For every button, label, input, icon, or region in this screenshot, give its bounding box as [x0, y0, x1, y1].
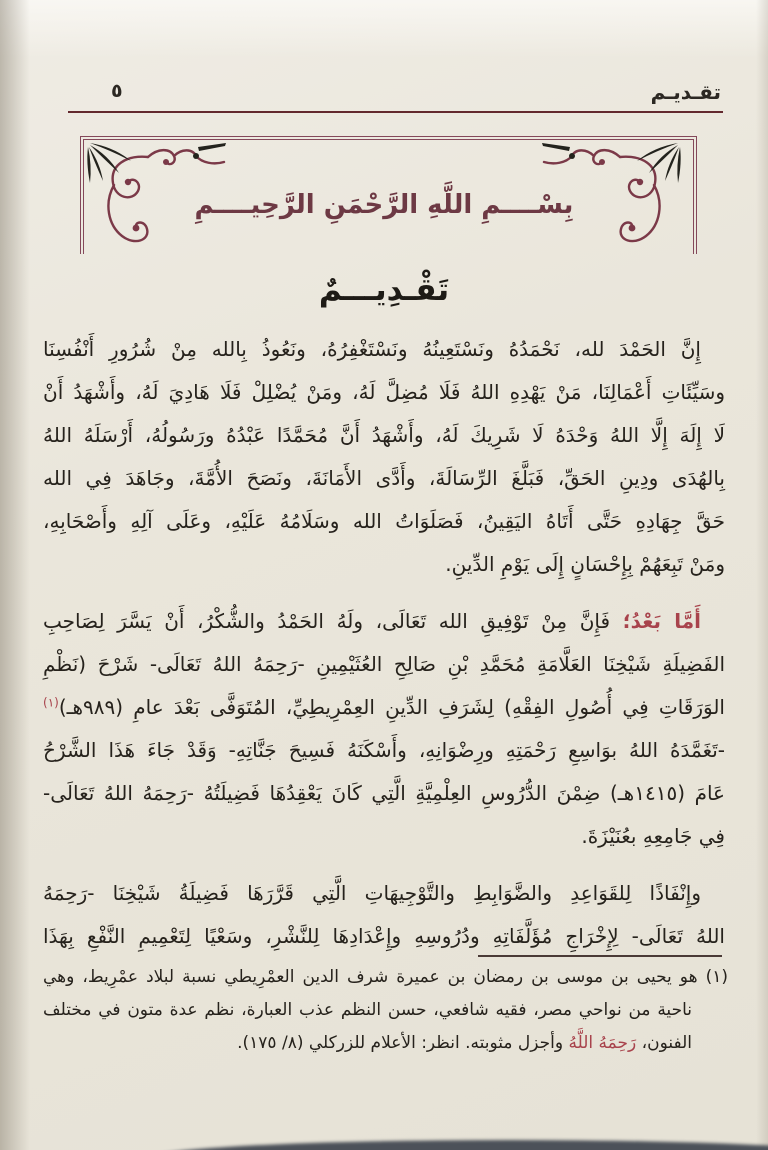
footnote-reference-marker: (١): [43, 695, 59, 710]
page-header: [45, 80, 723, 108]
text-segment: الوَرَقَاتِ فِي أُصُولِ الفِقْهِ) لِشَرَفِ الدِّينِ العِمْرِيطِيِّ، المُتَوَفَّى بَعْدَ عامِ (٩٨٩هـ): [58, 695, 725, 719]
footnote-line: (١) هو يحيى بن موسى بن رمضان بن عميرة شرف الدين العمْرِيطي نسبة لبلاد عمْرِيط، وهي: [43, 967, 728, 987]
running-section-title: تقـديـم: [650, 80, 721, 104]
text-segment: وأجزل مثوبته. انظر: الأعلام للزركلي (٨/ ١٧٥).: [237, 1033, 569, 1053]
header-rule: [68, 111, 723, 113]
left-edge-shadow: [0, 0, 34, 1150]
basmala-calligraphy: بِسْــــمِ اللَّهِ الرَّحْمَنِ الرَّحِيــــمِ: [194, 190, 574, 220]
page-number: ٥: [111, 80, 123, 102]
closing-paragraph: [43, 872, 725, 958]
text-segment: الفنون،: [636, 1033, 692, 1053]
text-line: [43, 686, 725, 729]
text-segment: فَإِنَّ مِنْ تَوْفِيقِ الله تَعَالَى، ولَهُ الحَمْدُ والشُّكْرُ، أَنْ يَسَّرَ لِصَاحِبِ: [43, 609, 623, 633]
intro-paragraph: [43, 328, 725, 586]
text-line: إِنَّ الحَمْدَ لله، نَحْمَدُهُ ونَسْتَعِينُهُ ونَسْتَغْفِرُهُ، ونَعُوذُ بِالله مِنْ شُرُورِ أَنْفُسِنَا: [43, 337, 701, 361]
top-edge-light: [0, 0, 768, 58]
footnote: [43, 961, 728, 1060]
amma-baad-paragraph: [43, 600, 725, 858]
text-line: عَامَ (١٤١٥هـ) ضِمْنَ الدُّرُوسِ العِلْمِيَّةِ الَّتِي كَانَ يَعْقِدُهَا فَضِيلَتُهُ -رَحِمَهُ اللهُ تَعَالَى-: [43, 781, 725, 805]
text-line: وسَيِّئَاتِ أَعْمَالِنَا، مَنْ يَهْدِهِ اللهُ فَلَا مُضِلَّ لَهُ، ومَنْ يُضْلِلْ فَلَا هَادِيَ لَهُ، وأَشْهَدُ أَنْ: [43, 380, 725, 404]
text-line: الفَضِيلَةِ شَيْخِنَا العَلَّامَةِ مُحَمَّدِ بْنِ صَالِحِ العُثَيْمِينِ -رَحِمَهُ اللهُ تَعَالَى- شَرْحَ (نَظْمِ: [43, 652, 725, 676]
text-line: اللهُ تَعَالَى- لِإِخْرَاجِ مُؤَلَّفَاتِهِ ودُرُوسِهِ وإِعْدَادِهَا لِلنَّشْرِ، وسَعْيًا لِتَعْمِيمِ النَّفْعِ بِهَذَا: [43, 924, 725, 948]
footnote-line: [43, 1027, 728, 1060]
amma-baad-lead: أَمَّا بَعْدُ؛: [622, 609, 701, 633]
text-line: ومَنْ تَبِعَهُمْ بِإِحْسَانٍ إِلَى يَوْمِ الدِّينِ.: [445, 552, 725, 576]
text-line: فِي جَامِعِهِ بعُنَيْزَةَ.: [581, 824, 725, 848]
text-line: -تَغَمَّدَهُ اللهُ بوَاسِعِ رَحْمَتِهِ ورِضْوَانِهِ، وأَسْكَنَهُ فَسِيحَ جَنَّاتِهِ- وَقَدْ جَاءَ هَذَا الشَّرْحُ: [43, 738, 725, 762]
page-title: تَقْـدِيـــمٌ: [318, 272, 450, 308]
bottom-book-edge-shadow: [150, 1140, 768, 1150]
footnote-line: ناحية من نواحي مصر، فقيه شافعي، حسن النظم عذب العبارة، نظم عدة متون في مختلف: [43, 1000, 692, 1020]
rahimahu-allah-red: رَحِمَهُ اللَّهُ: [568, 1033, 637, 1053]
text-line: لَا إِلَهَ إِلَّا اللهُ وَحْدَهُ لَا شَرِيكَ لَهُ، وأَشْهَدُ أَنَّ مُحَمَّدًا عَبْدُهُ ورَسُولُهُ، أَرْسَلَهُ اللهُ: [43, 423, 725, 447]
text-line: [43, 600, 725, 643]
body-text: [43, 328, 725, 972]
text-line: حَقَّ جِهَادِهِ حَتَّى أَتَاهُ اليَقِينُ، فَصَلَوَاتُ الله وسَلَامُهُ عَلَيْهِ، وعَلَى آلِهِ وأَصْحَابِهِ،: [43, 509, 725, 533]
text-line: بِالهُدَى ودِينِ الحَقِّ، فَبَلَّغَ الرِّسَالَةَ، وأَدَّى الأَمَانَةَ، ونَصَحَ الأُمَّةَ، وجَاهَدَ فِي الله: [43, 466, 725, 490]
text-line: وإِنْفَاذًا لِلقَوَاعِدِ والضَّوَابِطِ والتَّوْجِيهَاتِ الَّتِي قَرَّرَهَا فَضِيلَةُ شَيْخِنَا -رَحِمَهُ: [43, 881, 701, 905]
right-edge-shadow: [756, 0, 768, 1150]
footnote-divider: [478, 955, 722, 957]
